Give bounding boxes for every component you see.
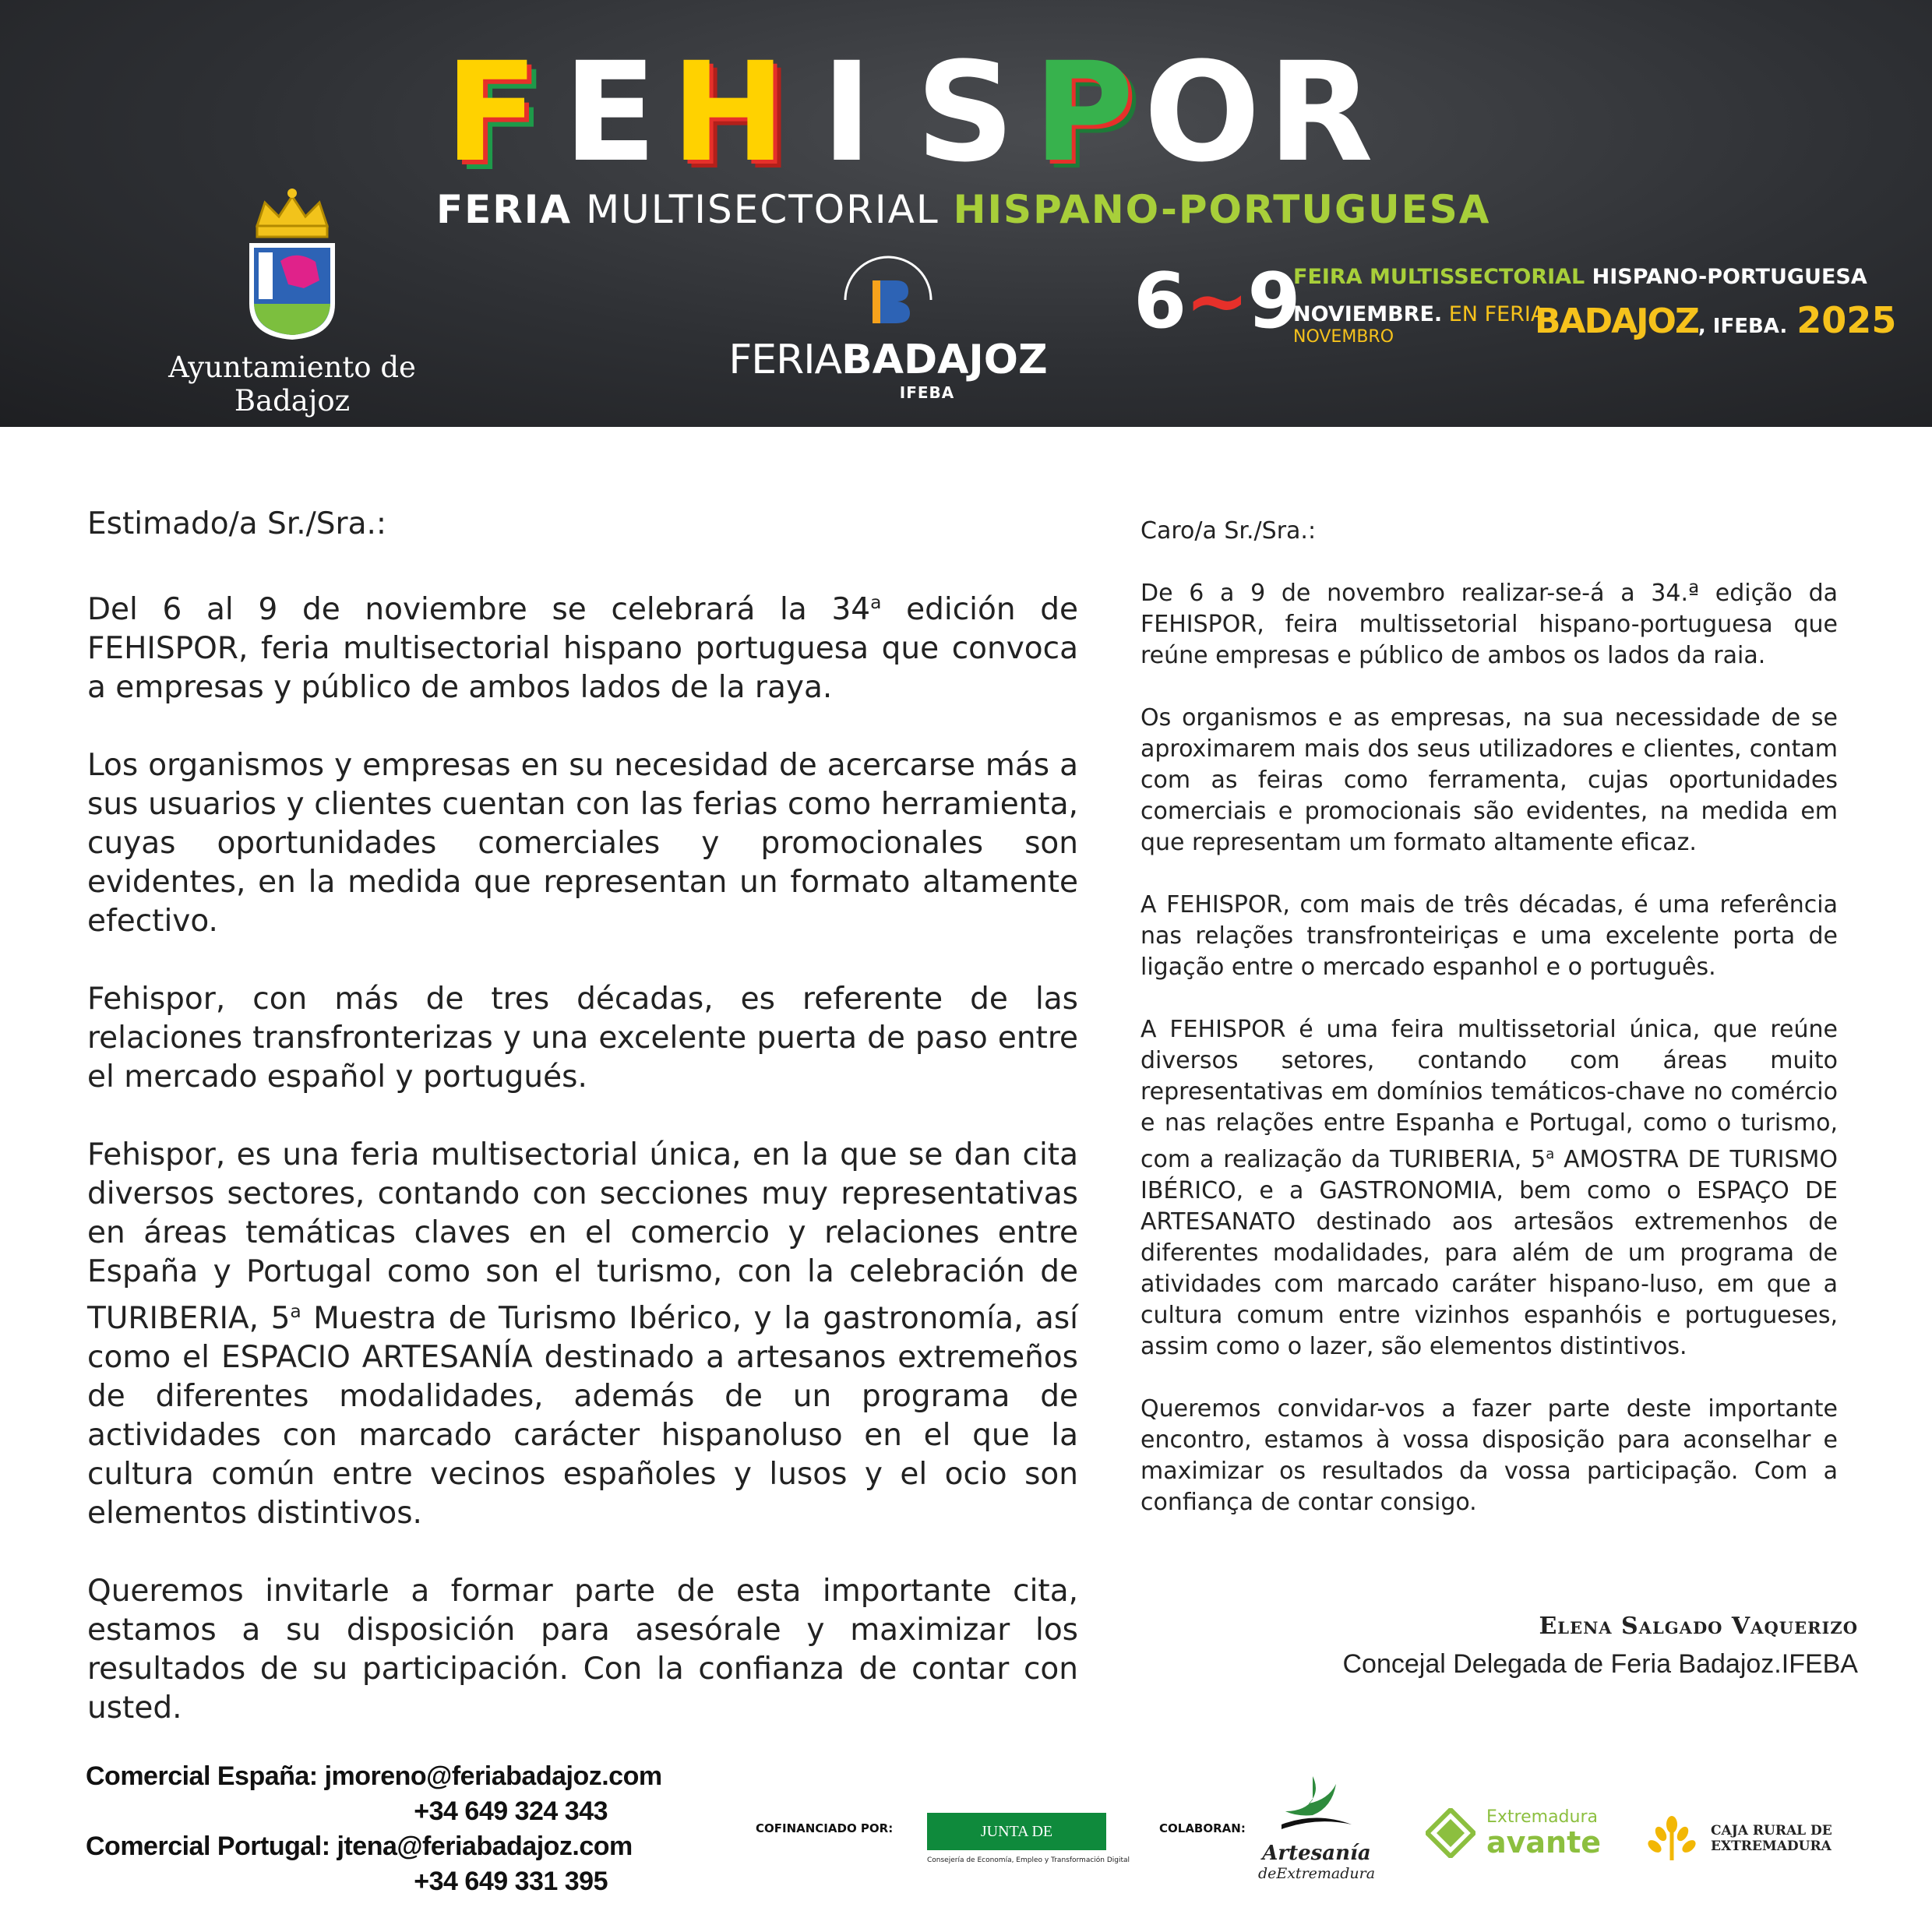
logo-letter: O [1144, 33, 1260, 192]
signature-block [1343, 1613, 1859, 1680]
signer-role: Concejal Delegada de Feria Badajoz.IFEBA [1342, 1649, 1858, 1679]
letter-spanish [87, 505, 1078, 1728]
contact-portugal-phone[interactable]: +34 649 331 395 [414, 1867, 608, 1896]
extremadura-avante-logo [1426, 1807, 1601, 1858]
paragraph-es-5: Queremos invitarle a formar parte de esta importante cita, estamos a su disposición para asesórale y maximizar los resultados de su participación. Con la confianza de contar con usted. [87, 1574, 1078, 1726]
letter-portuguese [1141, 516, 1838, 1518]
cofinanciado-label: COFINANCIADO POR: [756, 1821, 894, 1835]
wheat-icon [1644, 1815, 1700, 1862]
ayuntamiento-logo [117, 187, 467, 418]
caja-rural-logo [1644, 1815, 1832, 1862]
logo-letter: P [1033, 33, 1134, 192]
paragraph-text: Muestra de Turismo Ibérico, y la gastronomía, así como el ESPACIO ARTESANÍA destinado a artesanos extremeños de diferentes modalidades, además de un programa de actividades con marcado carácter hispanoluso en el que la cultura común entre vecinos españoles y lusos y el ocio son elementos distintivos. [87, 1301, 1078, 1531]
sales-contacts [86, 1759, 662, 1899]
paragraph-es-3: Fehispor, con más de tres décadas, es referente de las relaciones transfronterizas y una excelente puerta de paso entre el mercado español y portugués. [87, 982, 1078, 1095]
caja-rural-line1: CAJA RURAL DE [1711, 1823, 1832, 1839]
paragraph-pt-1: De 6 a 9 de novembro realizar-se-á a 34.ª edição da FEHISPOR, feira multissetorial hispano-portuguesa que reúne empresas e público de ambos os lados da raia. [1141, 580, 1838, 669]
feria-wordmark-bold: BADAJOZ [841, 337, 1048, 383]
fair-name-pt-b: HISPANO-PORTUGUESA [1592, 265, 1867, 289]
contact-spain-email[interactable]: Comercial España: jmoreno@feriabadajoz.com [86, 1761, 662, 1791]
paragraph-pt-2: Os organismos e as empresas, na sua necessidade de se aproximarem mais dos seus utilizadores e clientes, contam com as feiras como ferramenta, cujas oportunidades comerciais e promocionais são evidentes, na medida em que representam um formato altamente eficaz. [1141, 704, 1838, 856]
date-end: 9 [1247, 257, 1299, 346]
paragraph-text: Del 6 al 9 de noviembre se celebrará la 34 [87, 592, 871, 627]
header-banner [0, 0, 1932, 427]
fair-subtitle [436, 187, 1490, 232]
contact-spain-phone[interactable]: +34 649 324 343 [414, 1796, 608, 1826]
paragraph-pt-3: A FEHISPOR, com mais de três décadas, é uma referência nas relações transfronteiriças e uma excelente porta de ligação entre o mercado espanhol e o português. [1141, 891, 1838, 981]
paragraph-es-1 [87, 583, 1078, 707]
paragraph-text: edición de FEHISPOR, feria multisectorial hispano portuguesa que convoca a empresas y público de ambos lados de la raya. [87, 592, 1078, 705]
avante-extremadura: Extremadura [1486, 1807, 1598, 1827]
venue-name: , IFEBA. [1698, 315, 1788, 338]
feria-badajoz-icon [834, 249, 943, 327]
paragraph-pt-4 [1141, 1014, 1838, 1363]
artesania-title: Artesanía [1262, 1842, 1371, 1865]
badajoz-crest-icon [242, 187, 343, 343]
feria-badajoz-wordmark [724, 337, 1052, 383]
ordinal-sup: a [1546, 1146, 1555, 1162]
subtitle-hispano-portuguesa: HISPANO-PORTUGUESA [953, 187, 1491, 232]
date-start: 6 [1133, 257, 1186, 346]
caja-rural-line2: EXTREMADURA [1711, 1839, 1832, 1854]
fair-month-line [1293, 302, 1545, 326]
artesania-subtitle: deExtremadura [1257, 1865, 1376, 1882]
paragraph-text: Fehispor, es una feria multisectorial única, en la que se dan cita diversos sectores, contando con secciones muy representativas en áreas temáticas claves en el comercio y relaciones entre España y Portugal como son el turismo, con la celebración de TURIBERIA, 5 [87, 1137, 1078, 1336]
subtitle-feria: FERIA [436, 187, 573, 232]
junta-consejeria: Consejería de Economía, Empleo y Transformación Digital [927, 1856, 1130, 1864]
avante-diamond-icon [1426, 1808, 1475, 1858]
logo-letter: F [444, 33, 539, 192]
greeting-es: Estimado/a Sr./Sra.: [87, 506, 387, 541]
ordinal-sup: a [870, 591, 882, 613]
ayuntamiento-name: Ayuntamiento de Badajoz [168, 351, 416, 418]
month-es: NOVIEMBRE. [1293, 302, 1443, 326]
fehispor-logo [432, 33, 1380, 192]
colaboran-label: COLABORAN: [1159, 1821, 1246, 1835]
fair-year: 2025 [1796, 299, 1897, 341]
junta-extremadura-logo: JUNTA DE EXTREMADURA [927, 1813, 1106, 1850]
paragraph-text: AMOSTRA DE TURISMO IBÉRICO, e a GASTRONOMIA, bem como o ESPAÇO DE ARTESANATO destinado aos artesãos extremenhos de diferentes modalidades, para além de um programa de atividades com marcado caráter hispano-luso, em que a cultura comum entre vizinhos espanhóis e portugueses, assim como o lazer, são elementos distintivos. [1141, 1146, 1838, 1360]
ordinal-sup: a [290, 1300, 301, 1322]
signer-name: Elena Salgado Vaquerizo [1539, 1613, 1858, 1640]
fair-name-pt-a: FEIRA MULTISSECTORIAL [1293, 265, 1592, 289]
fair-venue [1535, 299, 1896, 341]
en-feria: EN FERIA [1442, 302, 1546, 326]
logo-letter: R [1267, 33, 1373, 192]
logo-letter: S [915, 33, 1015, 192]
paragraph-pt-5: Queremos convidar-vos a fazer parte deste importante encontro, estamos à vossa disposição para aconselhar e maximizar os resultados da vossa participação. Com a confiança de contar consigo. [1141, 1395, 1838, 1516]
logo-letter: H [671, 33, 786, 192]
artesania-extremadura-logo [1254, 1768, 1379, 1882]
feria-badajoz-logo [724, 249, 1052, 402]
feria-ifeba: IFEBA [899, 383, 955, 402]
date-separator: ~ [1185, 257, 1248, 346]
fair-dates [1133, 257, 1299, 346]
logo-letter: E [562, 33, 658, 192]
venue-city: BADAJOZ [1535, 301, 1698, 341]
month-pt: NOVEMBRO [1293, 327, 1394, 347]
paragraph-es-2: Los organismos y empresas en su necesidad de acercarse más a sus usuarios y clientes cuentan con las ferias como herramienta, cuyas oportunidades comerciales y promocionales son evidentes, en la medida que representan un formato altamente efectivo. [87, 748, 1078, 939]
paragraph-es-4 [87, 1136, 1078, 1533]
feria-wordmark-thin: FERIA [728, 337, 842, 383]
avante-word: avante [1486, 1825, 1602, 1860]
greeting-pt: Caro/a Sr./Sra.: [1141, 517, 1317, 545]
subtitle-multisectorial: MULTISECTORIAL [572, 187, 954, 232]
fair-name-pt [1293, 265, 1867, 289]
paragraph-text: A FEHISPOR é uma feira multissetorial única, que reúne diversos setores, contando com áreas muito representativas em domínios temáticos-chave no comércio e nas relações entre Espanha e Portugal, como o turismo, com a realização da TURIBERIA, 5 [1141, 1016, 1838, 1173]
contact-portugal-email[interactable]: Comercial Portugal: jtena@feriabadajoz.com [86, 1832, 633, 1861]
logo-letter: I [821, 33, 873, 192]
artesania-bird-icon [1274, 1768, 1359, 1839]
